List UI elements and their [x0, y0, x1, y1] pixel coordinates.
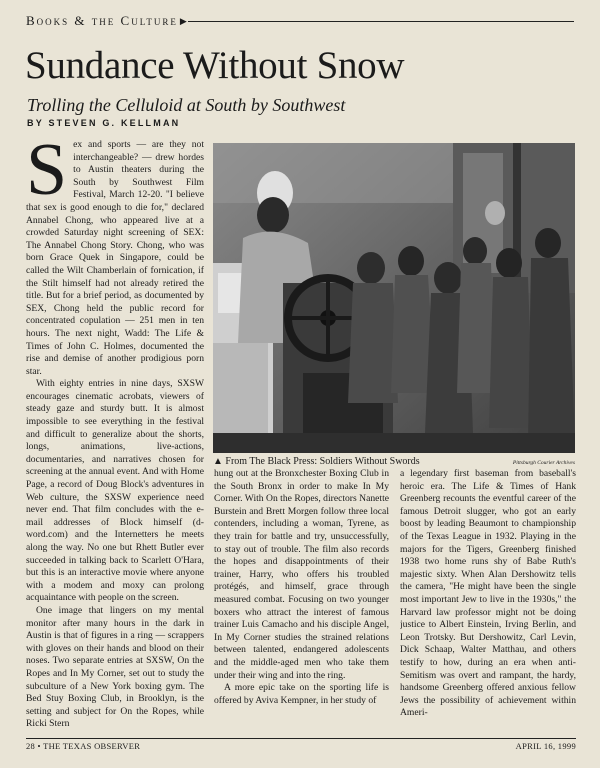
headline: Sundance Without Snow — [25, 44, 405, 87]
photo-boy-at-machine-with-children — [213, 143, 575, 453]
article-column-3 — [400, 468, 576, 736]
section-arrow-icon: ▶ — [179, 15, 187, 26]
article-photo — [213, 143, 575, 453]
paragraph-text: ex and sports — are they not interchangeable? — drew hordes to Austin theaters during the South by Southwest Film Festival, March 12-20. "I believe that sex is good enough to die for," declared Annabel Chong, who appeared live at a crowded Saturday night screening of SEX: The Annabel Chong Story. Chong, who was born Grace Quek in Singapore, could be called the Wilt Chamberlain of fornication, if the Stilt himself had not already retired the title. But for a brief period, as documented by SEX, Chong held the public record for concentrated copulation — 251 men in ten hours. The next night, Wadd: The Life & Times of John C. Holmes, documented the rise and demise of another prodigious porn star. — [26, 139, 204, 377]
subhead: Trolling the Celluloid at South by Southwest — [27, 95, 346, 115]
paragraph: With eighty entries in nine days, SXSW encourages cinematic acrobats, viewers of steady gaze and sturdy butt. It is almost impossible to see everything in the festival and difficult to generalize about the shorts, longs, animations, live-actions, documentaries, and narratives chosen for screening at the annual event. And with Home Page, a record of Doug Block's adventures in Web culture, the SXSW experience need never end. That film concludes with the e-mail addresses of Block himself (d-word.com) and the Internetters he meets along the way. No one but Rhett Butler ever succeeded in talking back to Scarlett O'Hara, but this is an interactive movie where anyone with a modem and moxy can prolong acquaintance with people on the screen. — [26, 378, 204, 604]
article-column-1 — [26, 139, 204, 735]
section-header — [26, 12, 574, 30]
caption-text: The Black Press: Soldiers Without Swords — [247, 456, 420, 467]
drop-cap: S — [26, 139, 68, 211]
photo-caption — [213, 456, 575, 468]
footer-date: APRIL 16, 1999 — [515, 741, 576, 751]
paragraph: a legendary first baseman from baseball's heroic era. The Life & Times of Hank Greenberg recounts the eventful career of the famous Detroit slugger, who got an early boost by leading Beaumont to championship of the Texas League in 1932. Playing in the majors for the Tigers, Greenberg finished 1938 two home runs shy of Babe Ruth's majestic sixty. When Alan Dershowitz tells the camera, "He might have been the single most important Jew to live in the 1930s," the Harvard law professor might not be doing justice to Albert Einstein, Irving Berlin, and Leon Trotsky. But Dershowitz, Carl Levin, Dick Schaap, Walter Matthau, and others testify to how, during an era when anti-Semitism was overt and rampant, the hardy, handsome Greenberg offered anxious fellow Jews the possibility of achievement within Ameri- — [400, 468, 576, 719]
footer-page-info: 28 • THE TEXAS OBSERVER — [26, 741, 141, 751]
article-column-2 — [214, 468, 389, 736]
paragraph: One image that lingers on my mental monitor after many hours in the dark in Austin is that of figures in a ring — scrappers with gloves on their hands and blood on their noses. Two separate entries at SXSW, On the Ropes and In My Corner, set out to study the subculture of a New York boxing gym. The Bed Stuy Boxing Club, in Brooklyn, is the setting and subject for On the Ropes, while Ricki Stern — [26, 604, 204, 730]
paragraph: hung out at the Bronxchester Boxing Club in the South Bronx in order to make In My Corner. With On the Ropes, directors Nanette Burstein and Brett Morgen follow three local contenders, including a woman, Tyrene, as they train for battle and try, unsuccessfully, to stay out of trouble. The film also records the hopes and disappointments of their trainer, Harry, who offers his troubled protégés, and himself, grace through measured combat. Focusing on two younger boxers who attract the interest of famous trainer Luis Camacho and his disciple Angel, In My Corner studies the strained relations between talented, endangered adolescents and the middle-aged men who take them under their wing and into the ring. — [214, 468, 389, 681]
page-footer — [26, 738, 576, 751]
caption-prefix: ▲ From — [213, 456, 248, 467]
section-rule — [188, 21, 574, 22]
photo-credit: Pittsburgh Courier Archives — [512, 460, 575, 466]
paragraph — [26, 139, 204, 378]
paragraph: A more epic take on the sporting life is offered by Aviva Kempner, in her study of — [214, 682, 389, 706]
section-label: Books & the Culture — [26, 13, 178, 28]
byline: BY STEVEN G. KELLMAN — [27, 118, 181, 128]
